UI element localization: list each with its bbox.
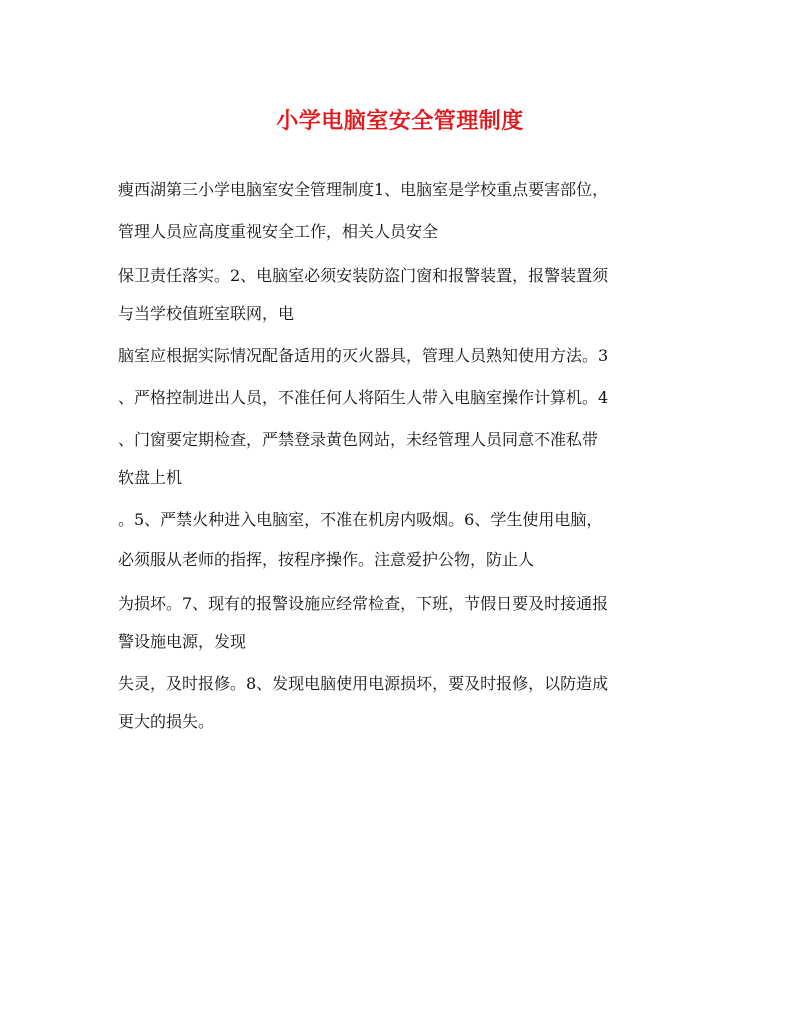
body-line: 软盘上机 (118, 468, 183, 487)
body-line: 管理人员应高度重视安全工作，相关人员安全 (118, 222, 439, 241)
body-line: 更大的损失。 (118, 712, 215, 731)
body-line: 、严格控制进出人员，不准任何人将陌生人带入电脑室操作计算机。4 (118, 388, 609, 407)
body-line: 。5、严禁火种进入电脑室，不准在机房内吸烟。6、学生使用电脑， (118, 510, 603, 529)
body-line: 、门窗要定期检查，严禁登录黄色网站，未经管理人员同意不准私带 (118, 430, 599, 449)
document-title: 小学电脑室安全管理制度 (276, 108, 524, 134)
body-line: 与当学校值班室联网，电 (118, 304, 295, 323)
body-line: 必须服从老师的指挥，按程序操作。注意爱护公物，防止人 (118, 550, 535, 569)
body-line: 脑室应根据实际情况配备适用的灭火器具，管理人员熟知使用方法。3 (118, 346, 609, 365)
body-line: 警设施电源，发现 (118, 632, 247, 651)
body-line: 保卫责任落实。2、电脑室必须安装防盗门窗和报警装置，报警装置须 (118, 266, 609, 285)
body-line: 失灵，及时报修。8、发现电脑使用电源损坏，要及时报修，以防造成 (118, 674, 609, 693)
body-line: 瘦西湖第三小学电脑室安全管理制度1、电脑室是学校重点要害部位， (118, 180, 609, 199)
body-line: 为损坏。7、现有的报警设施应经常检查，下班，节假日要及时接通报 (118, 594, 609, 613)
